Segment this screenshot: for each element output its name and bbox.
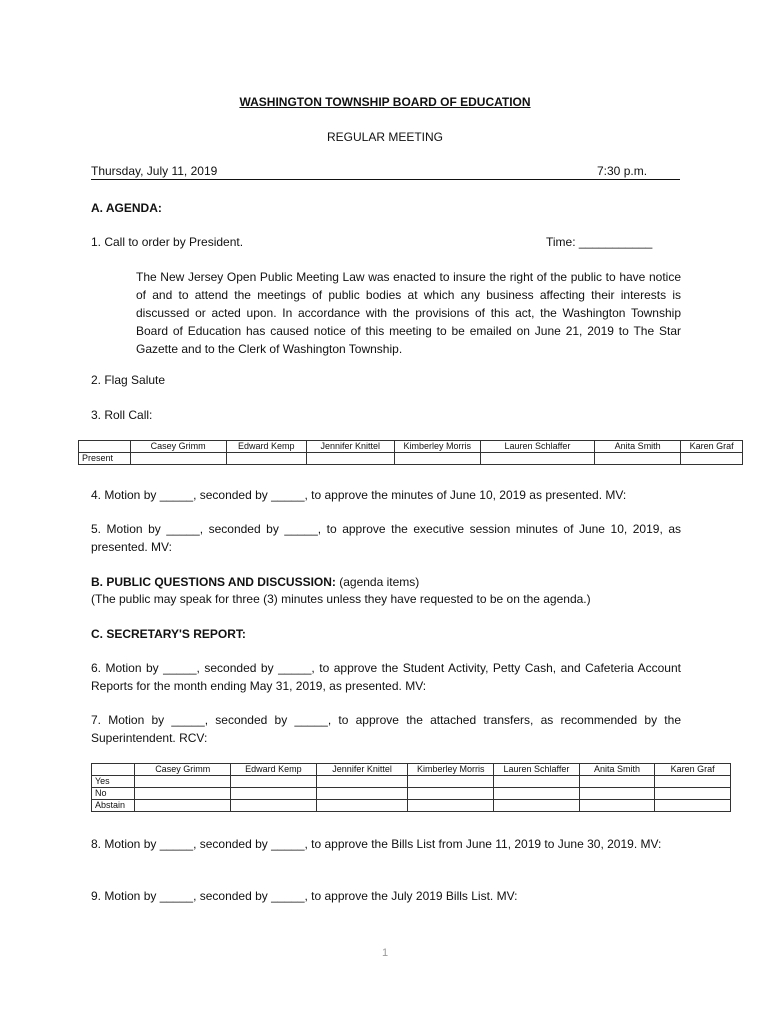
table-cell [130, 453, 226, 465]
table-cell [135, 800, 231, 812]
item-7: 7. Motion by _____, seconded by _____, to approve the attached transfers, as recommended by the Superintendent. RCV: [91, 713, 681, 745]
table-cell [681, 453, 743, 465]
row-label: No [92, 788, 135, 800]
table-cell [226, 453, 306, 465]
roll-call-table [78, 440, 743, 465]
table-row [92, 800, 731, 812]
table-cell [579, 788, 655, 800]
row-label: Abstain [92, 800, 135, 812]
table-cell [306, 453, 394, 465]
table-cell [595, 453, 681, 465]
meeting-type: REGULAR MEETING [326, 130, 443, 144]
item-8: 8. Motion by _____, seconded by _____, to approve the Bills List from June 11, 2019 to June 30, 2019. MV: [91, 837, 662, 851]
item-1-time: Time: ___________ [546, 235, 653, 249]
table-cell [231, 788, 317, 800]
page-number: 1 [381, 947, 389, 959]
section-b-title: B. PUBLIC QUESTIONS AND DISCUSSION: [91, 575, 336, 589]
table-header: Karen Graf [681, 441, 743, 453]
table-header: Casey Grimm [135, 764, 231, 776]
section-b-heading [91, 574, 419, 590]
table-cell [494, 788, 580, 800]
item-9: 9. Motion by _____, seconded by _____, to approve the July 2019 Bills List. MV: [91, 889, 518, 903]
document-title: WASHINGTON TOWNSHIP BOARD OF EDUCATION [239, 95, 531, 109]
table-header: Karen Graf [655, 764, 731, 776]
item-3: 3. Roll Call: [91, 408, 153, 422]
table-cell [579, 800, 655, 812]
table-cell [135, 776, 231, 788]
table-header: Casey Grimm [130, 441, 226, 453]
table-cell [316, 788, 408, 800]
section-b-instructions: (The public may speak for three (3) minutes unless they have requested to be on the agenda.) [91, 592, 591, 606]
table-cell [408, 800, 494, 812]
table-cell [231, 776, 317, 788]
table-header: Lauren Schlaffer [494, 764, 580, 776]
table-cell [655, 776, 731, 788]
table-cell [579, 776, 655, 788]
table-header: Jennifer Knittel [306, 441, 394, 453]
table-header: Jennifer Knittel [316, 764, 408, 776]
table-cell [494, 800, 580, 812]
table-header: Lauren Schlaffer [480, 441, 594, 453]
table-cell [316, 800, 408, 812]
vote-table [91, 763, 731, 812]
table-header: Edward Kemp [226, 441, 306, 453]
table-cell [135, 788, 231, 800]
table-cell [480, 453, 594, 465]
table-cell [231, 800, 317, 812]
meeting-time: 7:30 p.m. [597, 164, 648, 178]
item-4: 4. Motion by _____, seconded by _____, to approve the minutes of June 10, 2019 as presented. MV: [91, 488, 627, 502]
table-cell [655, 800, 731, 812]
item-1: 1. Call to order by President. [91, 235, 244, 249]
table-header: Anita Smith [595, 441, 681, 453]
table-cell [494, 776, 580, 788]
item-5: 5. Motion by _____, seconded by _____, to approve the executive session minutes of June 10, 2019, as presented. MV: [91, 522, 681, 554]
table-row [79, 441, 743, 453]
table-cell [408, 776, 494, 788]
item-6: 6. Motion by _____, seconded by _____, to approve the Student Activity, Petty Cash, and Cafeteria Account Reports for the month ending May 31, 2019, as presented. MV: [91, 661, 681, 693]
item-2: 2. Flag Salute [91, 373, 166, 387]
table-cell [408, 788, 494, 800]
row-label: Present [79, 453, 131, 465]
table-cell [316, 776, 408, 788]
table-header: Edward Kemp [231, 764, 317, 776]
table-cell [394, 453, 480, 465]
section-a-heading: A. AGENDA: [91, 201, 162, 215]
section-b-note: (agenda items) [335, 575, 420, 589]
meeting-date: Thursday, July 11, 2019 [91, 164, 218, 178]
open-meeting-statement: The New Jersey Open Public Meeting Law was enacted to insure the right of the public to have notice of and to attend the meetings of public bodies at which any business affecting their interests is discussed or acted upon. In accordance with the provisions of this act, the Washington Township Board of Education has caused notice of this meeting to be emailed on June 21, 2019 to The Star Gazette and to the Clerk of Washington Township. [136, 270, 681, 356]
table-cell [655, 788, 731, 800]
section-c-heading: C. SECRETARY'S REPORT: [91, 627, 246, 641]
table-cell [79, 441, 131, 453]
table-header: Kimberley Morris [408, 764, 494, 776]
date-line [91, 164, 680, 180]
row-label: Yes [92, 776, 135, 788]
table-row [92, 788, 731, 800]
table-row [92, 776, 731, 788]
table-row [79, 453, 743, 465]
table-header: Anita Smith [579, 764, 655, 776]
table-header: Kimberley Morris [394, 441, 480, 453]
table-row [92, 764, 731, 776]
table-cell [92, 764, 135, 776]
